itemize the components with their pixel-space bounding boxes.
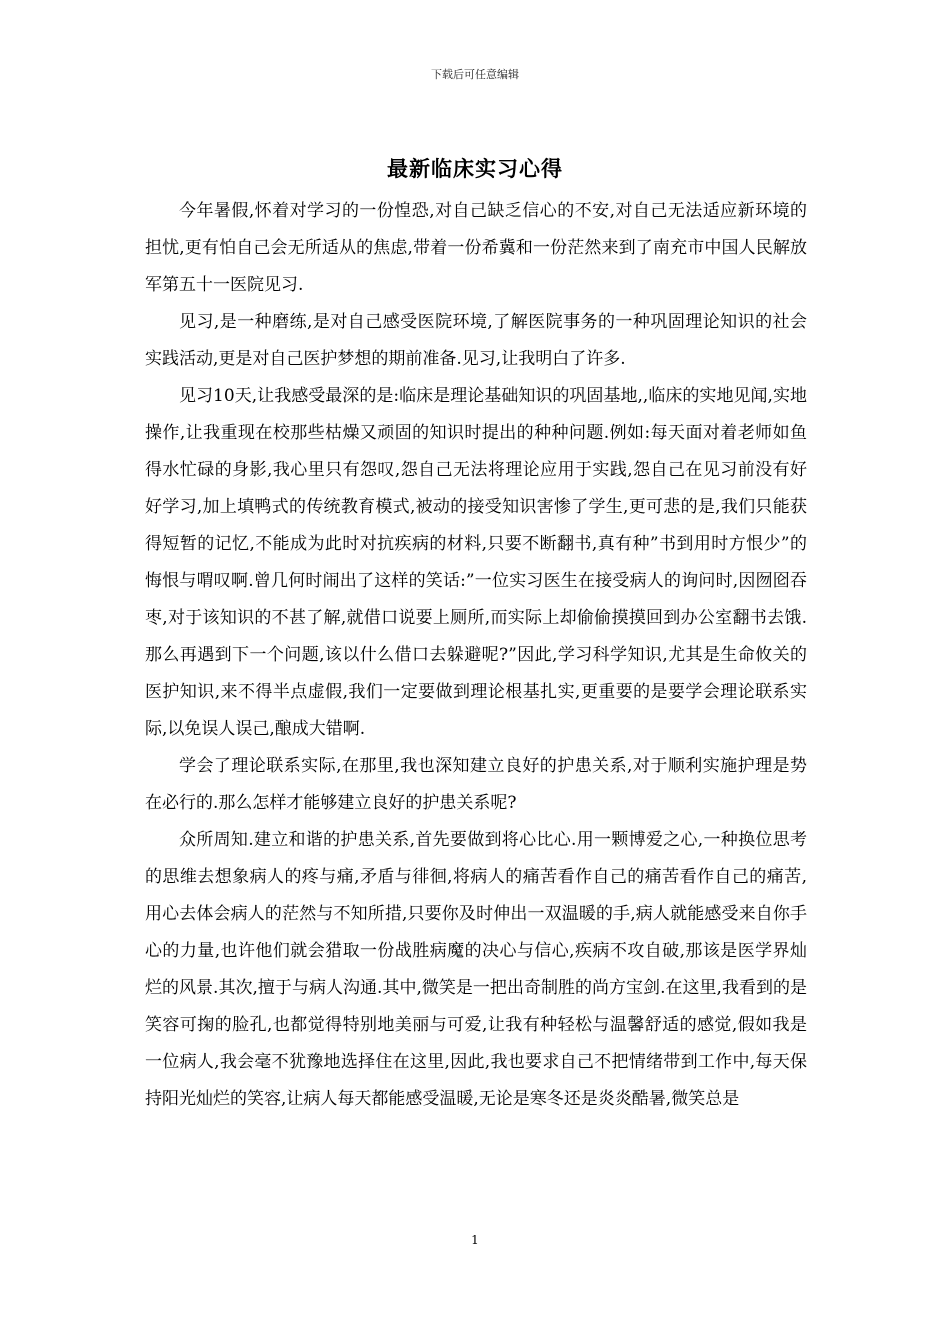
- paragraph-5: 众所周知.建立和谐的护患关系,首先要做到将心比心.用一颗博爱之心,一种换位思考的思维去想象病人的疼与痛,矛盾与徘徊,将病人的痛苦看作自己的痛苦看作自己的痛苦,用心去体会病人的茫然与不知所措,只要你及时伸出一双温暖的手,病人就能感受来自你手心的力量,也许他们就会猎取一份战胜病魔的决心与信心,疾病不攻自破,那该是医学界灿烂的风景.其次,擅于与病人沟通.其中,微笑是一把出奇制胜的尚方宝剑.在这里,我看到的是笑容可掬的脸孔,也都觉得特别地美丽与可爱,让我有种轻松与温馨舒适的感觉,假如我是一位病人,我会毫不犹豫地选择住在这里,因此,我也要求自己不把情绪带到工作中,每天保持阳光灿烂的笑容,让病人每天都能感受温暖,无论是寒冬还是炎炎酷暑,微笑总是: [145, 830, 807, 1109]
- paragraph-3: 见习10天,让我感受最深的是:临床是理论基础知识的巩固基地,,临床的实地见闻,实地操作,让我重现在校那些枯燥又顽固的知识时提出的种种问题.例如:每天面对着老师如鱼得水忙碌的身影,我心里只有怨叹,怨自己无法将理论应用于实践,怨自己在见习前没有好好学习,加上填鸭式的传统教育模式,被动的接受知识害惨了学生,更可悲的是,我们只能获得短暂的记忆,不能成为此时对抗疾病的材料,只要不断翻书,真有种”书到用时方恨少”的悔恨与喟叹啊.曾几何时闹出了这样的笑话:”一位实习医生在接受病人的询问时,因囫囵吞枣,对于该知识的不甚了解,就借口说要上厕所,而实际上却偷偷摸摸回到办公室翻书去饿.那么再遇到下一个问题,该以什么借口去躲避呢?”因此,学习科学知识,尤其是生命攸关的医护知识,来不得半点虚假,我们一定要做到理论根基扎实,更重要的是要学会理论联系实际,以免误人误己,酿成大错啊.: [145, 386, 807, 739]
- paragraph-1: 今年暑假,怀着对学习的一份惶恐,对自己缺乏信心的不安,对自己无法适应新环境的担忧,更有怕自己会无所适从的焦虑,带着一份希冀和一份茫然来到了南充市中国人民解放军第五十一医院见习.: [145, 201, 807, 295]
- document-title: 最新临床实习心得: [387, 156, 563, 181]
- document-body: [145, 193, 807, 1118]
- paragraph-4: 学会了理论联系实际,在那里,我也深知建立良好的护患关系,对于顺利实施护理是势在必行的.那么怎样才能够建立良好的护患关系呢?: [145, 756, 807, 813]
- page-number: 1: [471, 1233, 479, 1247]
- paragraph-2: 见习,是一种磨练,是对自己感受医院环境,了解医院事务的一种巩固理论知识的社会实践活动,更是对自己医护梦想的期前准备.见习,让我明白了许多.: [145, 312, 807, 369]
- page-header-note: 下载后可任意编辑: [431, 68, 519, 81]
